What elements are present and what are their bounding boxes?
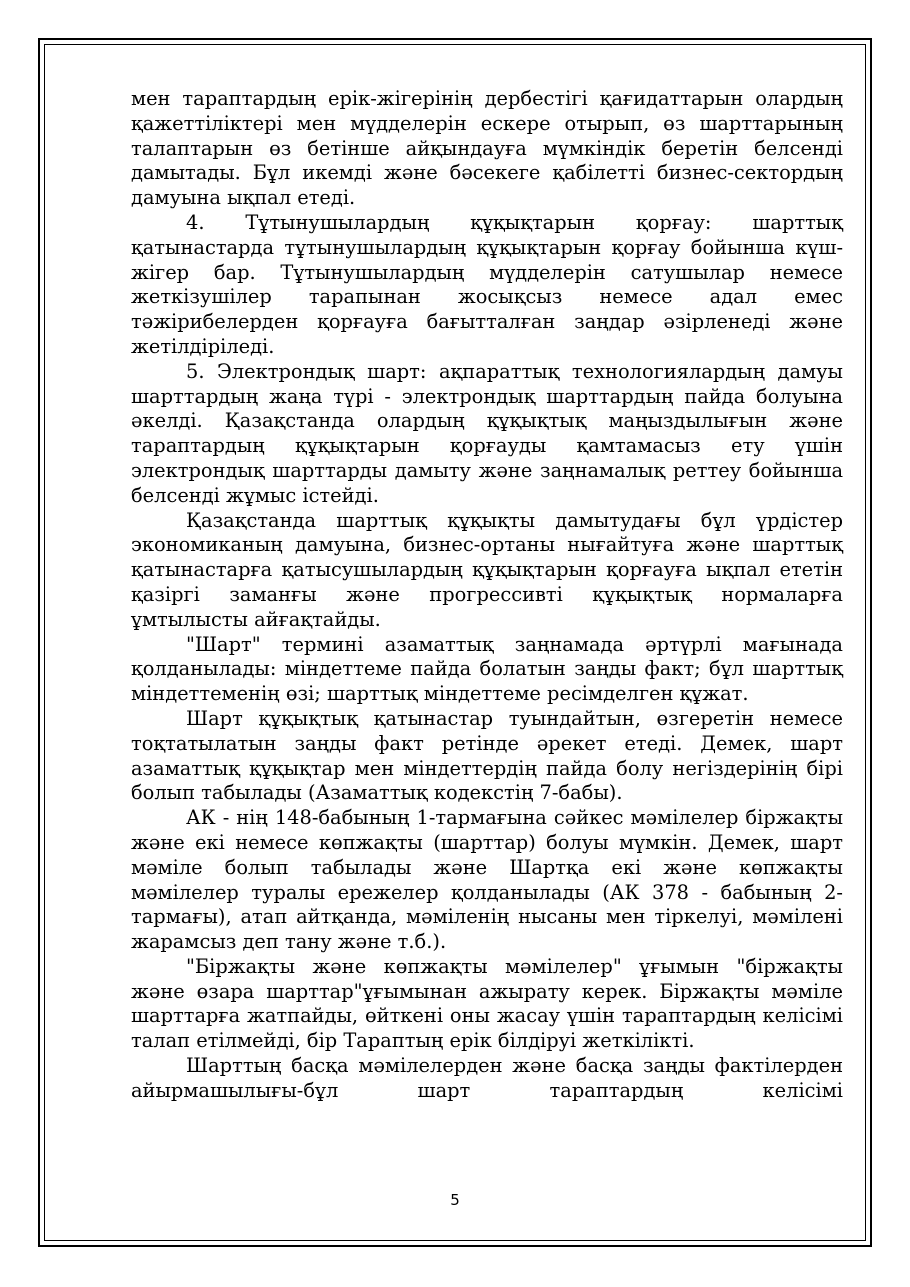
paragraph-contract-difference: Шарттың басқа мәмілелерден және басқа заңды фактілерден айырмашылығы-бұл шарт тараптардың келісімі — [131, 1054, 843, 1102]
paragraph-article-148: АК - нің 148-бабының 1-тармағына сәйкес мәмілелер біржақты және екі немесе көпжақты (шарттар) болуы мүмкін. Демек, шарт мәміле болып табылады және Шартқа екі және көпжақты мәмілелер туралы ережелер қолданылады (АК 378 - бабының 2-тармағы), атап айтқанда, мәміленің нысаны мен тіркелуі, мәмілені жарамсыз деп тану және т.б.). — [131, 806, 843, 954]
paragraph-1-continued: мен тараптардың ерік-жігерінің дербестігі қағидаттарын олардың қажеттіліктері мен мүдделерін ескере отырып, өз шарттарының талаптарын өз бетінше айқындауға мүмкіндік беретін белсенді дамытады. Бұл икемді және бәсекеге қабілетті бизнес-сектордың дамуына ықпал етеді. — [131, 87, 843, 210]
paragraph-legal-fact: Шарт құқықтық қатынастар туындайтын, өзгеретін немесе тоқтатылатын заңды факт ретінде әрекет етеді. Демек, шарт азаматтық құқықтар мен міндеттердің пайда болу негіздерінің бірі болып табылады (Азаматтық кодекстің 7-бабы). — [131, 706, 843, 805]
paragraph-electronic-contract: 5. Электрондық шарт: ақпараттық технологиялардың дамуы шарттардың жаңа түрі - электрондық шарттардың пайда болуына әкелді. Қазақстанда олардың құқықтық маңыздылығын және тараптардың құқықтарын қорғауды қамтамасыз ету үшін электрондық шарттарды дамыту және заңнамалық реттеу бойынша белсенді жұмыс істейді. — [131, 359, 843, 507]
page-number: 5 — [450, 1191, 460, 1209]
document-body — [131, 87, 843, 1104]
paragraph-trends: Қазақстанда шарттық құқықты дамытудағы бұл үрдістер экономиканың дамуына, бизнес-ортаны нығайтуға және шарттық қатынастарға қатысушылардың құқықтарын қорғауға ықпал ететін қазіргі заманғы және прогрессивті құқықтық нормаларға ұмтылысты айғақтайды. — [131, 508, 843, 631]
paragraph-consumer-rights: 4. Тұтынушылардың құқықтарын қорғау: шарттық қатынастарда тұтынушылардың құқықтарын қорғау бойынша күш-жігер бар. Тұтынушылардың мүдделерін сатушылар немесе жеткізушілер тарапынан жосықсыз немесе адал емес тәжірибелерден қорғауға бағытталған заңдар әзірленеді және жетілдіріледі. — [131, 210, 843, 358]
paragraph-contract-term: "Шарт" термині азаматтық заңнамада әртүрлі мағынада қолданылады: міндеттеме пайда болатын заңды факт; бұл шарттық міндеттеменің өзі; шарттық міндеттеме ресімделген құжат. — [131, 632, 843, 706]
paragraph-unilateral-transactions: "Біржақты және көпжақты мәмілелер" ұғымын "біржақты және өзара шарттар"ұғымынан ажырату керек. Біржақты мәміле шарттарға жатпайды, өйткені оны жасау үшін тараптардың келісімі талап етілмейді, бір Тараптың ерік білдіруі жеткілікті. — [131, 954, 843, 1053]
